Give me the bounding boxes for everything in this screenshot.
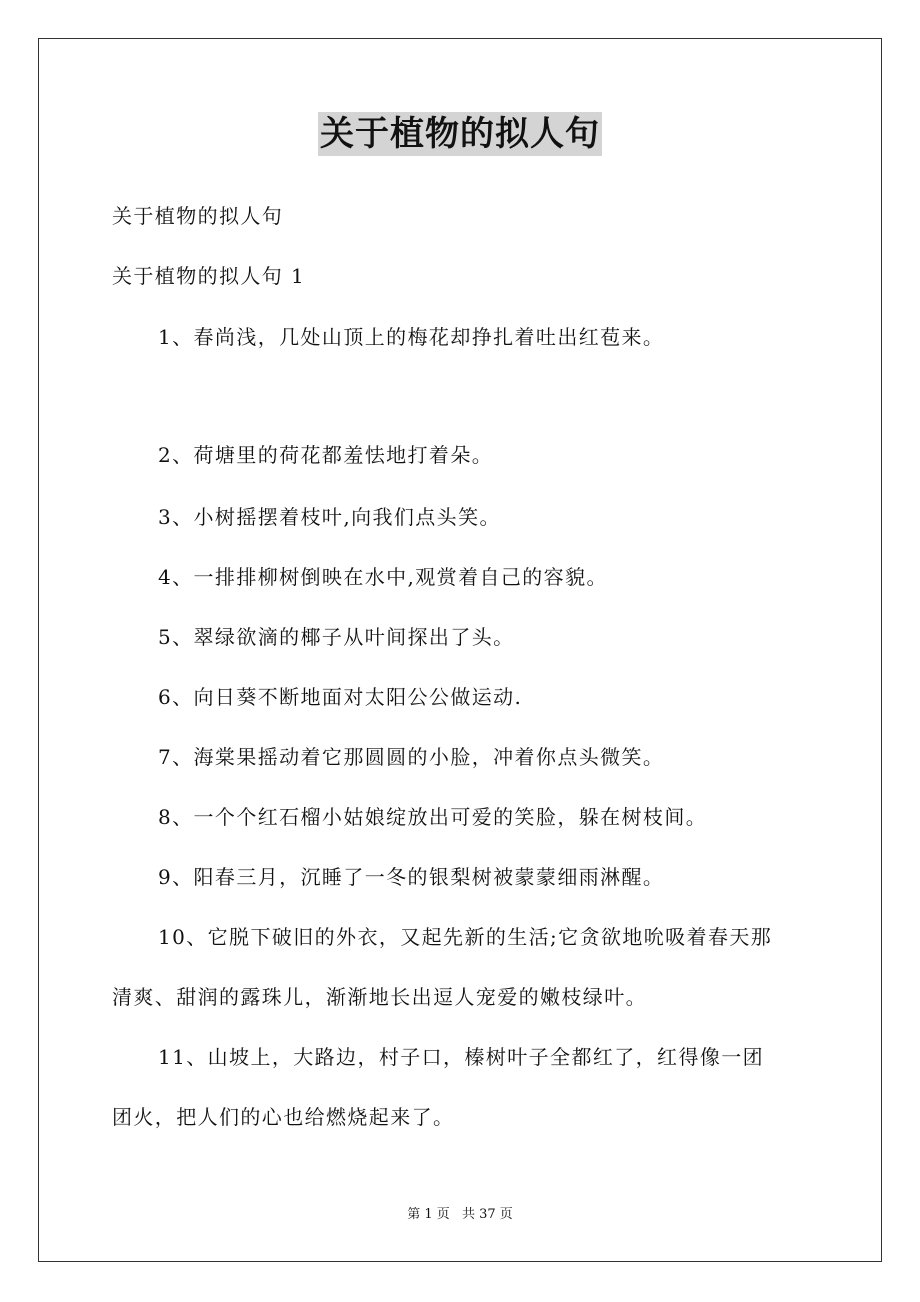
paragraph-item: 8、一个个红石榴小姑娘绽放出可爱的笑脸，躲在树枝间。 — [158, 805, 708, 829]
document-subtitle: 关于植物的拟人句 — [112, 204, 284, 228]
page-number: 第 1 页 — [407, 1207, 450, 1222]
paragraph-item: 10、它脱下破旧的外衣，又起先新的生活;它贪欲地吮吸着春天那 — [158, 925, 773, 949]
document-title — [0, 112, 920, 156]
paragraph-item: 2、荷塘里的荷花都羞怯地打着朵。 — [158, 443, 494, 467]
paragraph-item-continuation: 清爽、甜润的露珠儿，渐渐地长出逗人宠爱的嫩枝绿叶。 — [112, 985, 647, 1009]
paragraph-item: 6、向日葵不断地面对太阳公公做运动. — [158, 685, 523, 709]
paragraph-item: 3、小树摇摆着枝叶,向我们点头笑。 — [158, 505, 501, 529]
paragraph-item: 5、翠绿欲滴的椰子从叶间探出了头。 — [158, 625, 515, 649]
paragraph-item: 1、春尚浅，几处山顶上的梅花却挣扎着吐出红苞来。 — [158, 325, 665, 349]
paragraph-item: 7、海棠果摇动着它那圆圆的小脸，冲着你点头微笑。 — [158, 745, 665, 769]
document-title-text: 关于植物的拟人句 — [320, 114, 600, 154]
paragraph-item: 4、一排排柳树倒映在水中,观赏着自己的容貌。 — [158, 565, 608, 589]
paragraph-item: 11、山坡上，大路边，村子口，榛树叶子全都红了，红得像一团 — [158, 1045, 765, 1069]
page-footer — [0, 1206, 920, 1224]
paragraph-item: 9、阳春三月，沉睡了一冬的银梨树被蒙蒙细雨淋醒。 — [158, 865, 665, 889]
paragraph-item-continuation: 团火，把人们的心也给燃烧起来了。 — [112, 1105, 455, 1129]
total-pages: 共 37 页 — [461, 1207, 513, 1222]
section-heading: 关于植物的拟人句 1 — [112, 264, 306, 288]
